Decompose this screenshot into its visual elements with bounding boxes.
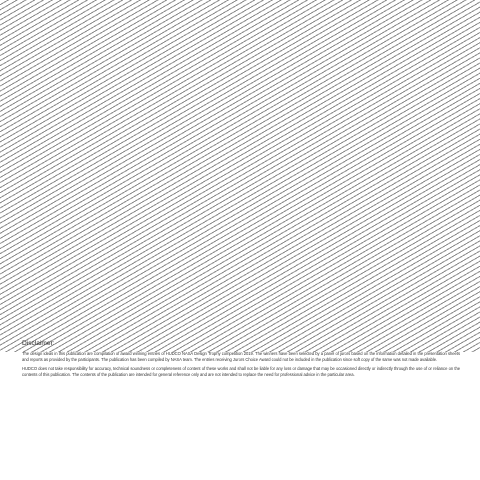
disclaimer-paragraph-2: HUDCO does not take responsibility for accuracy, technical soundness or completeness of content of these works and shall not be liable for any loss or damage that may be occasioned directly or indirectly through the use of or reliance on the contents of this publication. The contents of the publication are intended for general reference only and are not intended to replace the need for professional advice in the particular area. [22,366,460,378]
disclaimer-title: Disclaimer: [22,340,55,347]
disclaimer-paragraph-1: The design ideas in this publication are compilation of award winning entries of HUDCO NASA Design Trophy competition 2019. The winners have been selected by a panel of jurors based on the information detailed in the presentation sheets and reports as provided by the participants. The publication has been compiled by NASA team. The entries receiving Jurors Choice Award could not be included in the publication since soft copy of the same was not made available. [22,351,460,362]
disclaimer-section [22,340,460,382]
